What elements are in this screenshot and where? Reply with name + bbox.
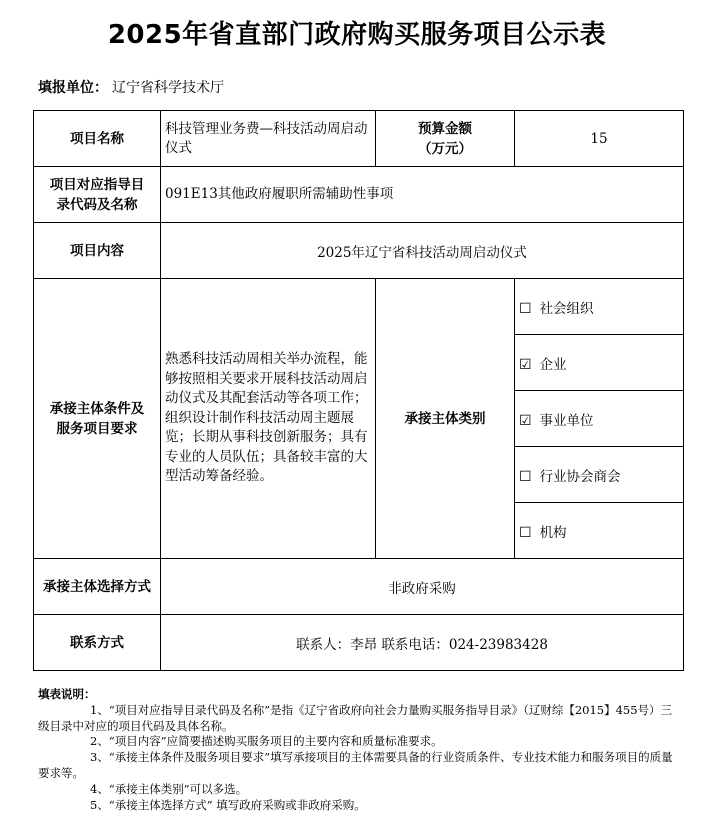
project-name-value-cell <box>161 111 376 167</box>
checkbox-icon[interactable]: ☐ <box>519 300 532 317</box>
category-option-label: 事业单位 <box>539 412 594 429</box>
selection-value: 非政府采购 <box>388 580 456 597</box>
page-title: 2025年省直部门政府购买服务项目公示表 <box>107 20 607 50</box>
requirements-value: 熟悉科技活动周相关举办流程，能够按照相关要求开展科技活动周启动仪式及其配套活动等各项工作；组织设计制作科技活动周主题展览；长期从事科技创新服务；具有专业的人员队伍；具备较丰富的大型活动筹备经验。 <box>165 351 368 485</box>
content-value: 2025年辽宁省科技活动周启动仪式 <box>317 244 527 261</box>
contact-value-cell <box>161 615 684 671</box>
catalog-label-cell <box>34 167 161 223</box>
filling-instructions <box>38 687 678 813</box>
content-value-cell <box>161 223 684 279</box>
instruction-item: 1、“项目对应指导目录代码及名称”是指《辽宁省政府向社会力量购买服务指导目录》（辽财综【2015】455号）三级目录中对应的项目代码及具体名称。 <box>38 702 673 733</box>
category-label: 承接主体类别 <box>404 410 486 427</box>
instructions-title: 填表说明： <box>38 687 96 701</box>
checkbox-checked-icon[interactable]: ☑ <box>519 412 532 429</box>
reporting-unit-label: 填报单位： <box>38 80 108 96</box>
requirements-value-cell <box>161 279 376 559</box>
category-option-label: 机构 <box>539 524 567 541</box>
requirements-label-line-1: 承接主体条件及 <box>49 400 145 417</box>
requirements-label-cell <box>34 279 161 559</box>
selection-label: 承接主体选择方式 <box>43 578 151 595</box>
category-option-label: 社会组织 <box>539 300 594 317</box>
requirements-label-line-2: 服务项目要求 <box>56 420 138 437</box>
content-label: 项目内容 <box>70 242 124 259</box>
category-option-industry-association[interactable] <box>515 447 684 503</box>
catalog-value: 091E13其他政府履职所需辅助性事项 <box>165 186 394 202</box>
selection-label-cell <box>34 559 161 615</box>
contact-label: 联系方式 <box>70 634 124 651</box>
project-form-table <box>33 110 684 671</box>
project-name-value: 科技管理业务费—科技活动周启动仪式 <box>165 120 368 156</box>
checkbox-icon[interactable]: ☐ <box>519 524 532 541</box>
instruction-item: 2、“项目内容”应简要描述购买服务项目的主要内容和质量标准要求。 <box>90 734 443 749</box>
budget-label-cell <box>376 111 515 167</box>
contact-label-cell <box>34 615 161 671</box>
instruction-item: 5、“承接主体选择方式” 填写政府采购或非政府采购。 <box>90 797 366 812</box>
budget-value: 15 <box>590 130 608 147</box>
content-label-cell <box>34 223 161 279</box>
project-name-label: 项目名称 <box>70 130 124 147</box>
reporting-unit <box>38 77 224 97</box>
instruction-item: 4、“承接主体类别”可以多选。 <box>90 781 248 796</box>
checkbox-checked-icon[interactable]: ☑ <box>519 356 532 373</box>
category-option-agency[interactable] <box>515 503 684 559</box>
reporting-unit-value: 辽宁省科学技术厅 <box>112 80 224 96</box>
budget-label-line-2: （万元） <box>418 140 472 157</box>
selection-value-cell <box>161 559 684 615</box>
budget-value-cell <box>515 111 684 167</box>
catalog-value-cell <box>161 167 684 223</box>
category-option-public-institution[interactable] <box>515 391 684 447</box>
category-label-cell <box>376 279 515 559</box>
budget-label-line-1: 预算金额 <box>418 120 472 137</box>
category-option-label: 行业协会商会 <box>539 468 621 485</box>
checkbox-icon[interactable]: ☐ <box>519 468 532 485</box>
category-option-label: 企业 <box>539 356 567 373</box>
catalog-label-line-2: 录代码及名称 <box>56 196 138 213</box>
catalog-label-line-1: 项目对应指导目 <box>49 176 145 193</box>
project-name-label-cell <box>34 111 161 167</box>
category-option-social-org[interactable] <box>515 279 684 335</box>
contact-value: 联系人：李昂 联系电话：024-23983428 <box>296 636 548 653</box>
instruction-item: 3、“承接主体条件及服务项目要求”填写承接项目的主体需要具备的行业资质条件、专业技术能力和服务项目的质量要求等。 <box>38 750 673 780</box>
category-option-enterprise[interactable] <box>515 335 684 391</box>
